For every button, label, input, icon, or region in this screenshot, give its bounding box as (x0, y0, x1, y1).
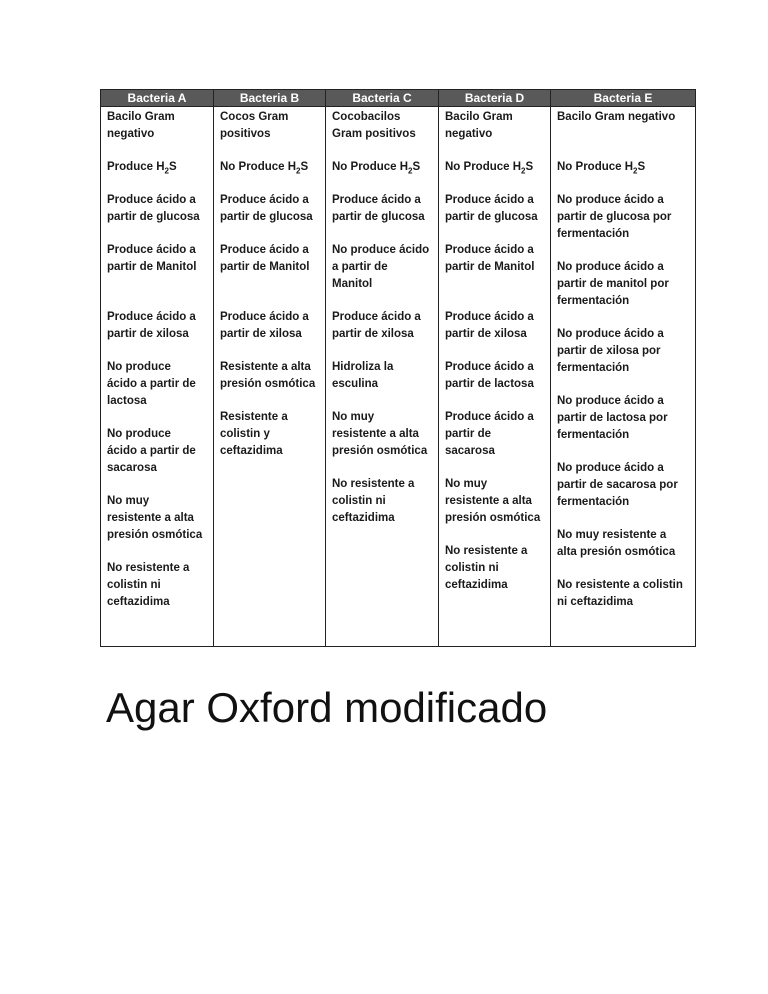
page-heading: Agar Oxford modificado (106, 684, 548, 731)
trait-item: No produce ácido a partir de manitol por fermentación (557, 261, 669, 307)
trait-item: No produce ácido a partir de sacarosa (107, 428, 196, 474)
trait-item: Produce ácido a partir de sacarosa (445, 411, 534, 457)
h2s-result: Produce $H_2S$ (107, 161, 177, 176)
trait-item: No muy resistente a alta presión osmótica (107, 495, 203, 541)
column-bacteria-a (101, 107, 214, 647)
bacteria-table (100, 89, 696, 647)
gram-type: Cocobacilos Gram positivos (332, 111, 416, 140)
trait-item: No produce ácido a partir de lactosa por fermentación (557, 395, 668, 441)
gram-type: Bacilo Gram negativo (445, 111, 513, 140)
h2s-result: No Produce $H_2S$ (445, 161, 534, 176)
trait-item: Hidroliza la esculina (332, 361, 394, 390)
gram-type: Bacilo Gram negativo (557, 111, 676, 123)
trait-item: No produce ácido a partir de Manitol (332, 244, 430, 290)
h2s-result: No Produce $H_2S$ (332, 161, 421, 176)
trait-item: No produce ácido a partir de sacarosa por fermentación (557, 462, 678, 508)
trait-item: No resistente a colistin ni ceftazidima (445, 545, 528, 591)
h2s-result: No Produce $H_2S$ (220, 161, 309, 176)
header-bacteria-c: Bacteria C (326, 90, 439, 107)
gram-type: Cocos Gram positivos (220, 111, 289, 140)
header-bacteria-b: Bacteria B (214, 90, 326, 107)
header-bacteria-d: Bacteria D (439, 90, 551, 107)
trait-item: Produce ácido a partir de glucosa (445, 194, 538, 223)
table-row (101, 107, 696, 647)
trait-item: No produce ácido a partir de glucosa por fermentación (557, 194, 672, 240)
trait-item: No muy resistente a alta presión osmótica (332, 411, 428, 457)
trait-item: Produce ácido a partir de lactosa (445, 361, 534, 390)
gram-type: Bacilo Gram negativo (107, 111, 175, 140)
trait-item: No produce ácido a partir de lactosa (107, 361, 196, 407)
trait-item: No produce ácido a partir de xilosa por fermentación (557, 328, 664, 374)
trait-item: Produce ácido a partir de glucosa (220, 194, 313, 223)
trait-item: No resistente a colistin ni ceftazidima (107, 562, 190, 608)
trait-item: Resistente a alta presión osmótica (220, 361, 316, 390)
trait-item: Produce ácido a partir de Manitol (220, 244, 310, 273)
header-bacteria-a: Bacteria A (101, 90, 214, 107)
trait-item: No resistente a colistin ni ceftazidima (557, 579, 683, 608)
header-bacteria-e: Bacteria E (551, 90, 696, 107)
column-bacteria-c (326, 107, 439, 647)
trait-item: Produce ácido a partir de xilosa (332, 311, 421, 340)
table-header-row (101, 90, 696, 107)
trait-item: Resistente a colistin y ceftazidima (220, 411, 288, 457)
trait-item: No muy resistente a alta presión osmótica (557, 529, 676, 558)
column-bacteria-e (551, 107, 696, 647)
column-bacteria-b (214, 107, 326, 647)
trait-item: Produce ácido a partir de glucosa (107, 194, 200, 223)
trait-item: Produce ácido a partir de xilosa (107, 311, 196, 340)
trait-item: No resistente a colistin ni ceftazidima (332, 478, 415, 524)
trait-item: No muy resistente a alta presión osmótica (445, 478, 541, 524)
trait-item: Produce ácido a partir de xilosa (445, 311, 534, 340)
trait-item: Produce ácido a partir de glucosa (332, 194, 425, 223)
trait-item: Produce ácido a partir de xilosa (220, 311, 309, 340)
column-bacteria-d (439, 107, 551, 647)
trait-item: Produce ácido a partir de Manitol (445, 244, 535, 273)
trait-item: Produce ácido a partir de Manitol (107, 244, 197, 273)
h2s-result: No Produce $H_2S$ (557, 161, 646, 176)
